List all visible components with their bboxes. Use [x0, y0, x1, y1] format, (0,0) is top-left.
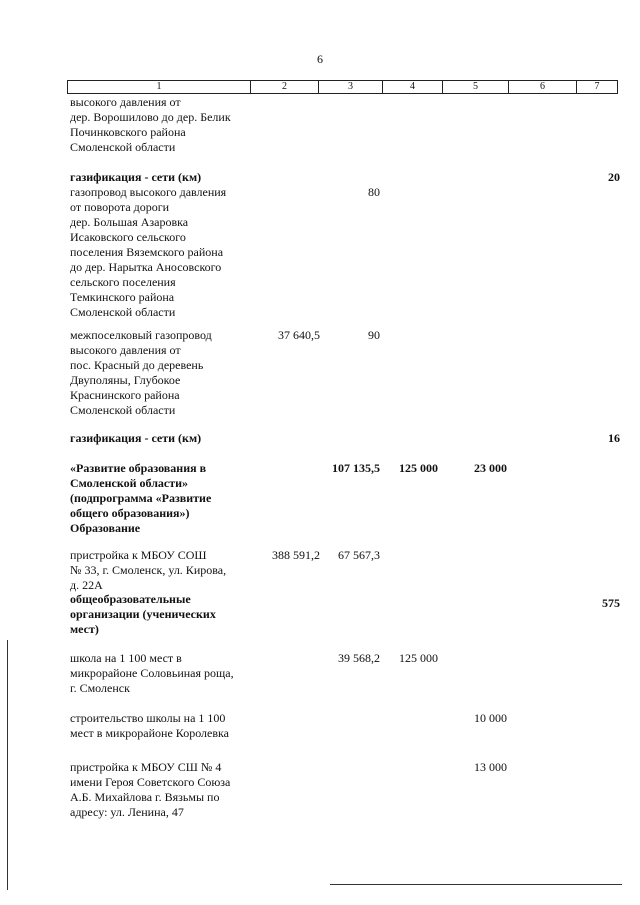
value-col-3: 90 [368, 328, 380, 342]
row-description: «Развитие образования в Смоленской области» (подпрограмма «Развитие общего образования») Образование [70, 461, 212, 535]
header-col-7: 7 [576, 81, 617, 93]
bottom-rule [330, 884, 622, 885]
row-description: газопровод высокого давления от поворота дороги дер. Большая Азаровка Исаковского сельского поселения Вяземского района до дер. Нарытка Аносовского сельского поселения Темкинского района Смоленской области [70, 185, 227, 319]
value-col-3: 39 568,2 [338, 651, 380, 665]
header-col-3: 3 [318, 81, 382, 93]
header-col-1: 1 [156, 81, 162, 92]
row-description: газификация - сети (км) [70, 170, 202, 184]
value-col-7: 20 [608, 170, 620, 184]
value-col-4: 125 000 [399, 651, 438, 665]
row-description: пристройка к МБОУ СОШ № 33, г. Смоленск, ул. Кирова, д. 22А [70, 548, 227, 592]
header-col-4: 4 [382, 81, 442, 93]
row-description: общеобразовательные организации (ученических мест) [70, 592, 216, 636]
scan-edge-line [7, 640, 8, 890]
header-col-5: 5 [442, 81, 508, 93]
row-description: пристройка к МБОУ СШ № 4 имени Героя Советского Союза А.Б. Михайлова г. Вязьмы по адресу: ул. Ленина, 47 [70, 760, 231, 819]
row-description: газификация - сети (км) [70, 431, 202, 445]
value-col-5: 10 000 [474, 711, 507, 725]
value-col-2: 37 640,5 [278, 328, 320, 342]
value-col-2: 388 591,2 [272, 548, 320, 562]
value-col-7: 16 [608, 431, 620, 445]
header-col-6: 6 [508, 81, 576, 93]
row-description: школа на 1 100 мест в микрорайоне Соловьиная роща, г. Смоленск [70, 651, 234, 695]
value-col-4: 125 000 [399, 461, 438, 475]
value-col-3: 80 [368, 185, 380, 199]
page-number: 6 [317, 52, 323, 66]
row-description: межпоселковый газопровод высокого давления от пос. Красный до деревень Двуполяны, Глубокое Краснинского района Смоленской области [70, 328, 212, 417]
header-col-2: 2 [250, 81, 318, 93]
row-description: строительство школы на 1 100 мест в микрорайоне Королевка [70, 711, 229, 740]
value-col-5: 23 000 [474, 461, 507, 475]
table-header-row [67, 80, 618, 94]
value-col-3: 107 135,5 [332, 461, 380, 475]
row-description: высокого давления от дер. Ворошилово до дер. Белик Починковского района Смоленской области [70, 95, 231, 154]
value-col-3: 67 567,3 [338, 548, 380, 562]
value-col-7: 575 [602, 596, 620, 610]
value-col-5: 13 000 [474, 760, 507, 774]
